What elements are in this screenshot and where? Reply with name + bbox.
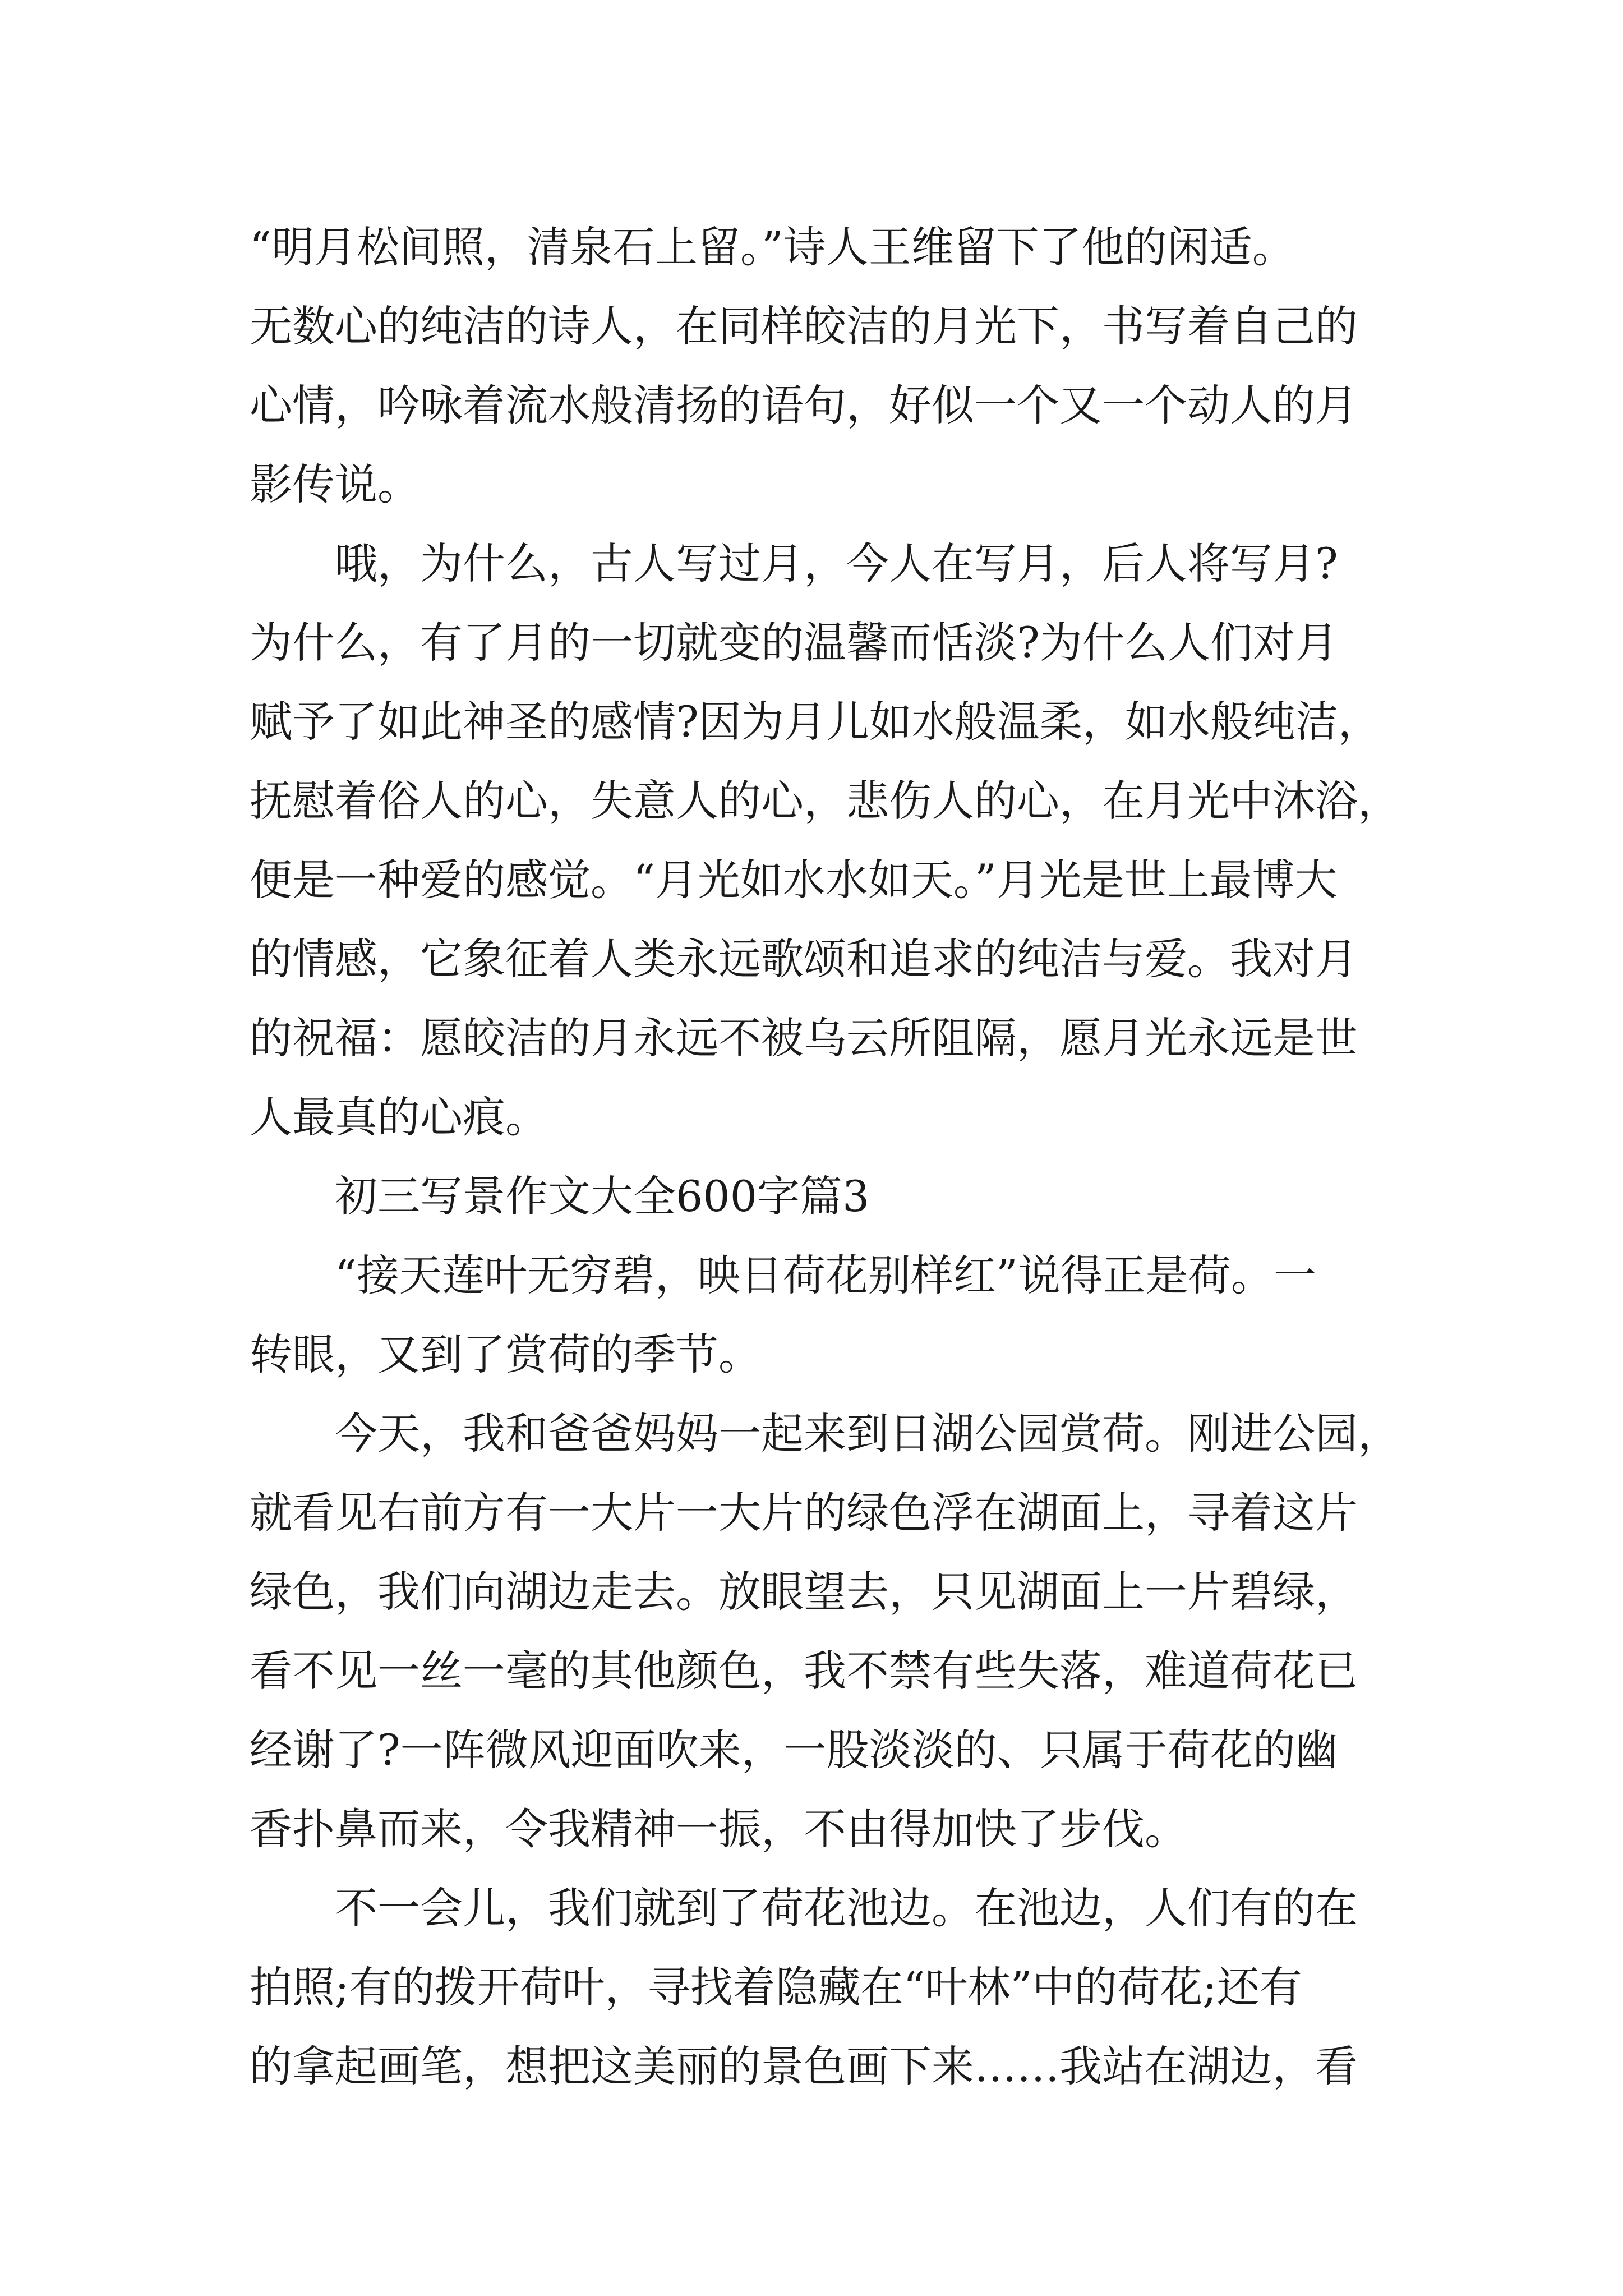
text-line: 看不见一丝一毫的其他颜色，我不禁有些失落，难道荷花已 bbox=[250, 1646, 1358, 1696]
section-heading: 初三写景作文大全600字篇3 bbox=[335, 1171, 870, 1221]
text-line: 就看见右前方有一大片一大片的绿色浮在湖面上，寻着这片 bbox=[250, 1488, 1358, 1538]
text-line: 转眼，又到了赏荷的季节。 bbox=[250, 1329, 761, 1379]
paragraph-first-line: 不一会儿，我们就到了荷花池边。在池边，人们有的在 bbox=[335, 1883, 1358, 1933]
text-line: “明月松间照，清泉石上留。”诗人王维留下了他的闲适。 bbox=[250, 222, 1295, 272]
paragraph-first-line: 哦，为什么，古人写过月，今人在写月，后人将写月? bbox=[335, 539, 1338, 588]
text-line: 拍照;有的拨开荷叶，寻找着隐藏在“叶林”中的荷花;还有 bbox=[250, 1962, 1302, 2012]
text-line: 便是一种爱的感觉。“月光如水水如天。”月光是世上最博大 bbox=[250, 855, 1338, 905]
text-line: 为什么，有了月的一切就变的温馨而恬淡?为什么人们对月 bbox=[250, 618, 1338, 668]
text-line: 人最真的心痕。 bbox=[250, 1092, 548, 1142]
document-body bbox=[250, 208, 1416, 2106]
text-line: 心情，吟咏着流水般清扬的语句，好似一个又一个动人的月 bbox=[250, 380, 1358, 430]
text-line: 的祝福：愿皎洁的月永远不被乌云所阻隔，愿月光永远是世 bbox=[250, 1013, 1358, 1063]
text-line: 影传说。 bbox=[250, 459, 420, 509]
text-line: 抚慰着俗人的心，失意人的心，悲伤人的心，在月光中沐浴， bbox=[250, 776, 1400, 826]
text-line: 无数心的纯洁的诗人，在同样皎洁的月光下，书写着自己的 bbox=[250, 301, 1358, 351]
paragraph-first-line: 今天，我和爸爸妈妈一起来到日湖公园赏荷。刚进公园， bbox=[335, 1409, 1400, 1458]
text-line: 的情感，它象征着人类永远歌颂和追求的纯洁与爱。我对月 bbox=[250, 934, 1358, 984]
text-line: 经谢了?一阵微风迎面吹来，一股淡淡的、只属于荷花的幽 bbox=[250, 1725, 1338, 1775]
text-line: 绿色，我们向湖边走去。放眼望去，只见湖面上一片碧绿， bbox=[250, 1567, 1358, 1617]
text-line: 的拿起画笔，想把这美丽的景色画下来……我站在湖边，看 bbox=[250, 2041, 1358, 2091]
paragraph-first-line: “接天莲叶无穷碧，映日荷花别样红”说得正是荷。一 bbox=[335, 1250, 1316, 1300]
text-line: 赋予了如此神圣的感情?因为月儿如水般温柔，如水般纯洁， bbox=[250, 697, 1381, 747]
text-line: 香扑鼻而来，令我精神一振，不由得加快了步伐。 bbox=[250, 1804, 1187, 1854]
